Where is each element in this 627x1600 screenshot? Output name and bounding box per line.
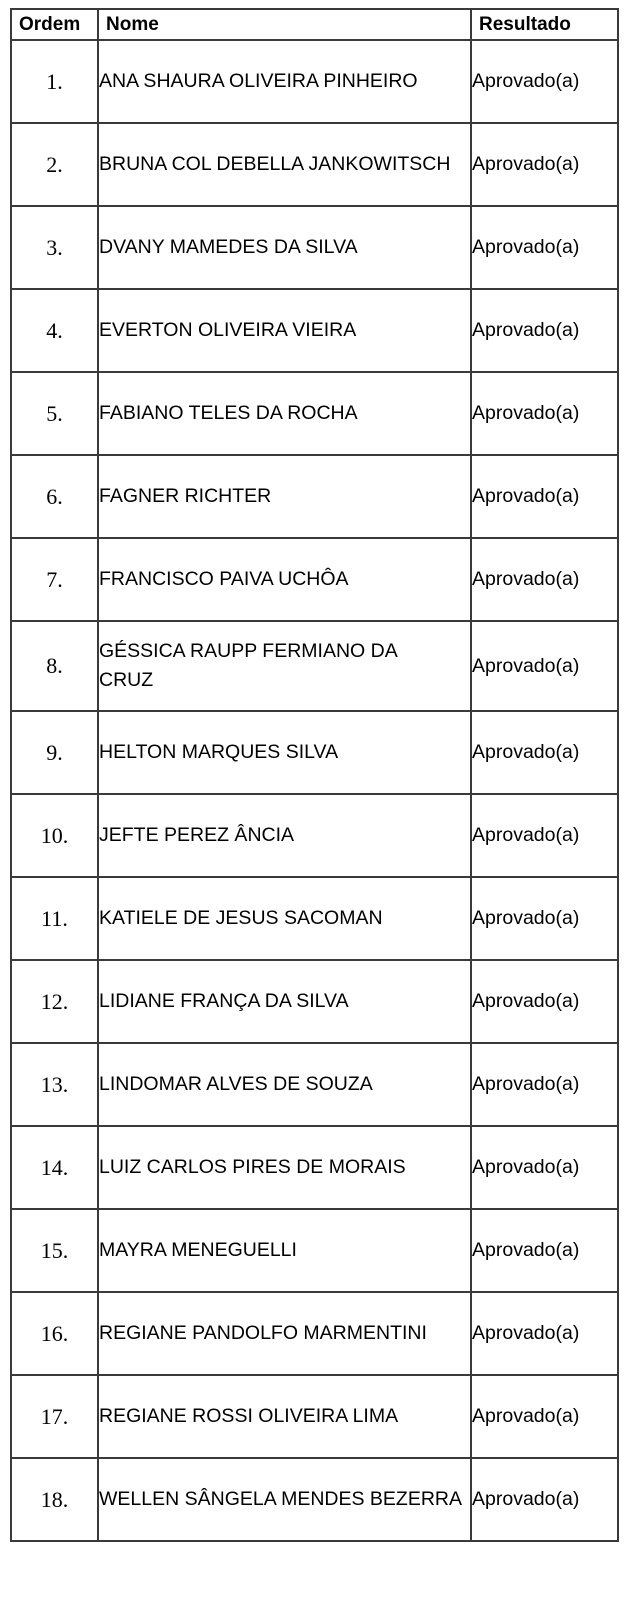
table-row [11, 1209, 618, 1292]
nome-cell: FAGNER RICHTER [98, 455, 471, 538]
nome-cell: FABIANO TELES DA ROCHA [98, 372, 471, 455]
ordem-cell: 16. [11, 1292, 98, 1375]
header-nome: Nome [98, 9, 471, 40]
nome-cell: JEFTE PEREZ ÂNCIA [98, 794, 471, 877]
resultado-cell: Aprovado(a) [471, 1043, 618, 1126]
ordem-cell: 11. [11, 877, 98, 960]
resultado-cell: Aprovado(a) [471, 960, 618, 1043]
resultado-cell: Aprovado(a) [471, 123, 618, 206]
resultado-cell: Aprovado(a) [471, 40, 618, 123]
resultado-cell: Aprovado(a) [471, 455, 618, 538]
resultado-cell: Aprovado(a) [471, 1375, 618, 1458]
nome-cell: HELTON MARQUES SILVA [98, 711, 471, 794]
resultado-cell: Aprovado(a) [471, 621, 618, 711]
ordem-cell: 12. [11, 960, 98, 1043]
table-row [11, 1458, 618, 1541]
nome-cell: GÉSSICA RAUPP FERMIANO DA CRUZ [98, 621, 471, 711]
ordem-cell: 1. [11, 40, 98, 123]
resultado-cell: Aprovado(a) [471, 372, 618, 455]
nome-cell: KATIELE DE JESUS SACOMAN [98, 877, 471, 960]
table-header-row [11, 9, 618, 40]
ordem-cell: 8. [11, 621, 98, 711]
nome-cell: DVANY MAMEDES DA SILVA [98, 206, 471, 289]
table-row [11, 621, 618, 711]
ordem-cell: 18. [11, 1458, 98, 1541]
table-row [11, 40, 618, 123]
resultado-cell: Aprovado(a) [471, 794, 618, 877]
nome-cell: REGIANE ROSSI OLIVEIRA LIMA [98, 1375, 471, 1458]
resultado-cell: Aprovado(a) [471, 206, 618, 289]
nome-cell: LUIZ CARLOS PIRES DE MORAIS [98, 1126, 471, 1209]
table-row [11, 1292, 618, 1375]
ordem-cell: 2. [11, 123, 98, 206]
table-row [11, 877, 618, 960]
resultado-cell: Aprovado(a) [471, 1292, 618, 1375]
ordem-cell: 9. [11, 711, 98, 794]
table-row [11, 960, 618, 1043]
nome-cell: MAYRA MENEGUELLI [98, 1209, 471, 1292]
nome-cell: BRUNA COL DEBELLA JANKOWITSCH [98, 123, 471, 206]
table-row [11, 1375, 618, 1458]
resultado-cell: Aprovado(a) [471, 1458, 618, 1541]
ordem-cell: 3. [11, 206, 98, 289]
table-row [11, 123, 618, 206]
header-ordem: Ordem [11, 9, 98, 40]
resultado-cell: Aprovado(a) [471, 1126, 618, 1209]
table-row [11, 711, 618, 794]
ordem-cell: 14. [11, 1126, 98, 1209]
ordem-cell: 15. [11, 1209, 98, 1292]
ordem-cell: 4. [11, 289, 98, 372]
nome-cell: WELLEN SÂNGELA MENDES BEZERRA [98, 1458, 471, 1541]
ordem-cell: 13. [11, 1043, 98, 1126]
table-row [11, 794, 618, 877]
nome-cell: FRANCISCO PAIVA UCHÔA [98, 538, 471, 621]
results-table [10, 8, 619, 1542]
table-row [11, 1126, 618, 1209]
resultado-cell: Aprovado(a) [471, 289, 618, 372]
table-row [11, 289, 618, 372]
nome-cell: EVERTON OLIVEIRA VIEIRA [98, 289, 471, 372]
ordem-cell: 10. [11, 794, 98, 877]
table-row [11, 1043, 618, 1126]
resultado-cell: Aprovado(a) [471, 1209, 618, 1292]
ordem-cell: 17. [11, 1375, 98, 1458]
ordem-cell: 7. [11, 538, 98, 621]
table-row [11, 372, 618, 455]
resultado-cell: Aprovado(a) [471, 711, 618, 794]
nome-cell: REGIANE PANDOLFO MARMENTINI [98, 1292, 471, 1375]
nome-cell: LINDOMAR ALVES DE SOUZA [98, 1043, 471, 1126]
resultado-cell: Aprovado(a) [471, 538, 618, 621]
resultado-cell: Aprovado(a) [471, 877, 618, 960]
nome-cell: ANA SHAURA OLIVEIRA PINHEIRO [98, 40, 471, 123]
ordem-cell: 5. [11, 372, 98, 455]
table-row [11, 455, 618, 538]
table-row [11, 206, 618, 289]
table-row [11, 538, 618, 621]
header-resultado: Resultado [471, 9, 618, 40]
ordem-cell: 6. [11, 455, 98, 538]
nome-cell: LIDIANE FRANÇA DA SILVA [98, 960, 471, 1043]
